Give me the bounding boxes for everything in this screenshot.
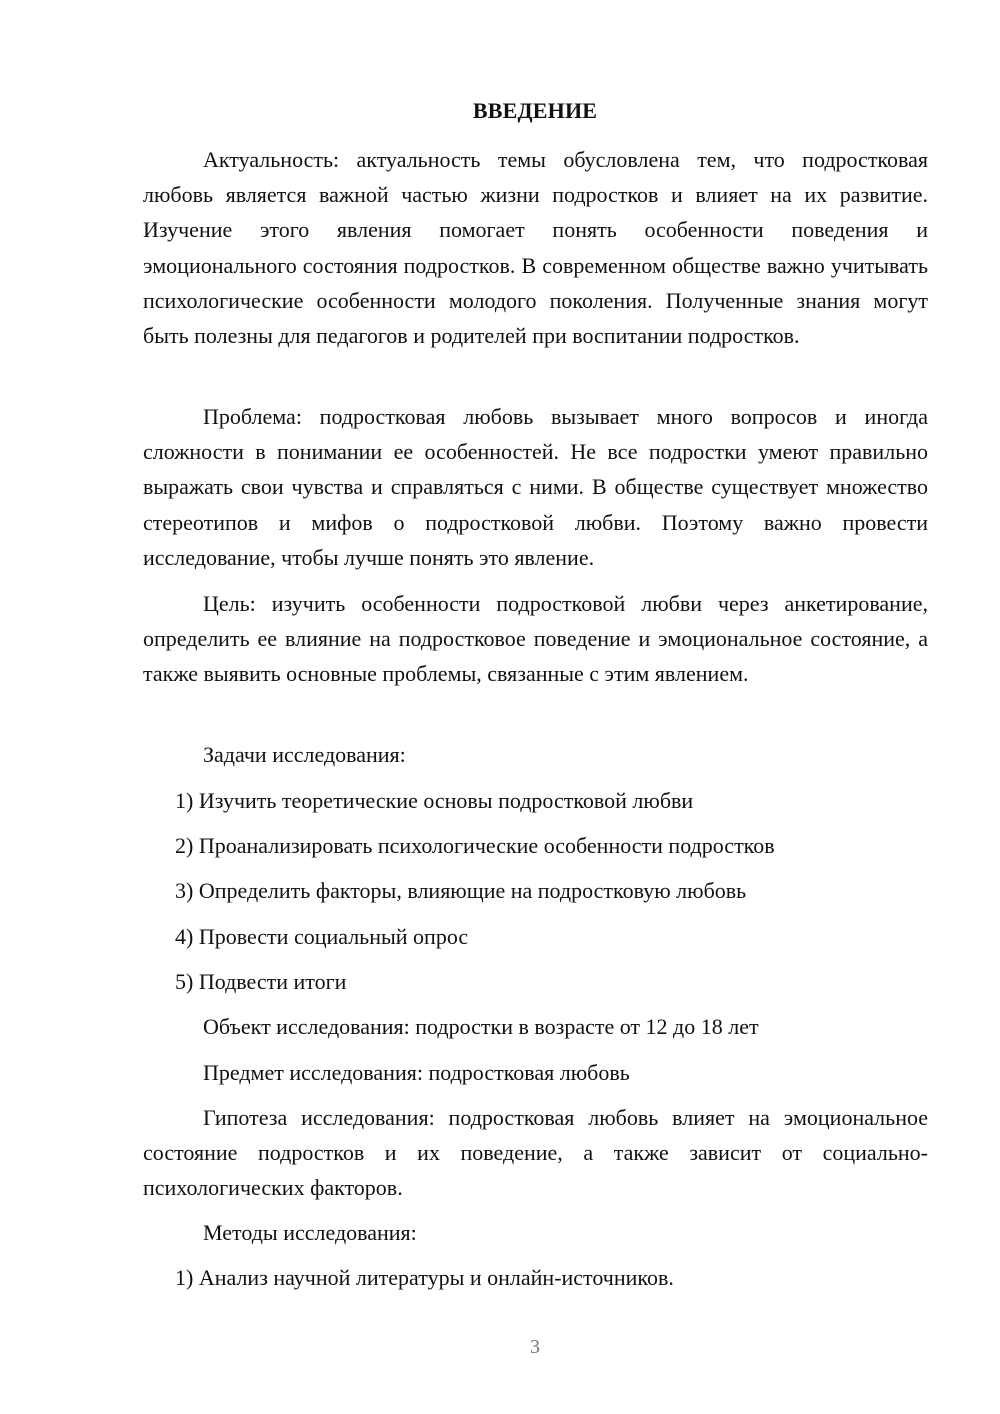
goal-paragraph-block bbox=[143, 586, 928, 692]
task-item-3: 3) Определить факторы, влияющие на подростковую любовь bbox=[175, 878, 747, 903]
hypothesis-paragraph-block bbox=[143, 1100, 928, 1206]
method-item-1: 1) Анализ научной литературы и онлайн-источников. bbox=[175, 1265, 674, 1290]
relevance-paragraph: Актуальность: актуальность темы обусловлена тем, что подростковая любовь является важной частью жизни подростков и влияет на их развитие. Изучение этого явления помогает понять особенности поведения и эмоционального состояния подростков. В современном обществе важно учитывать психологические особенности молодого поколения. Полученные знания могут быть полезны для педагогов и родителей при воспитании подростков. bbox=[143, 147, 928, 349]
goal-paragraph: Цель: изучить особенности подростковой любви через анкетирование, определить ее влияние на подростковое поведение и эмоциональное состояние, а также выявить основные проблемы, связанные с этим явлением. bbox=[143, 591, 928, 687]
relevance-paragraph-block bbox=[143, 142, 928, 353]
task-item-2: 2) Проанализировать психологические особенности подростков bbox=[175, 833, 775, 858]
task-item-1: 1) Изучить теоретические основы подростковой любви bbox=[175, 788, 694, 813]
research-subject: Предмет исследования: подростковая любовь bbox=[203, 1060, 630, 1085]
page-title: ВВЕДЕНИЕ bbox=[472, 98, 598, 123]
task-item-5: 5) Подвести итоги bbox=[175, 969, 347, 994]
hypothesis-paragraph: Гипотеза исследования: подростковая любовь влияет на эмоциональное состояние подростков и их поведение, а также зависит от социально-психологических факторов. bbox=[143, 1105, 928, 1201]
page-number: 3 bbox=[530, 1336, 540, 1358]
task-item-4: 4) Провести социальный опрос bbox=[175, 924, 469, 949]
methods-heading: Методы исследования: bbox=[203, 1220, 417, 1245]
research-object: Объект исследования: подростки в возрасте от 12 до 18 лет bbox=[203, 1014, 759, 1039]
problem-paragraph-block bbox=[143, 399, 928, 575]
tasks-heading: Задачи исследования: bbox=[203, 742, 406, 767]
problem-paragraph: Проблема: подростковая любовь вызывает много вопросов и иногда сложности в понимании ее особенностей. Не все подростки умеют правильно выражать свои чувства и справляться с ними. В обществе существует множество стереотипов и мифов о подростковой любви. Поэтому важно провести исследование, чтобы лучше понять это явление. bbox=[143, 404, 928, 570]
